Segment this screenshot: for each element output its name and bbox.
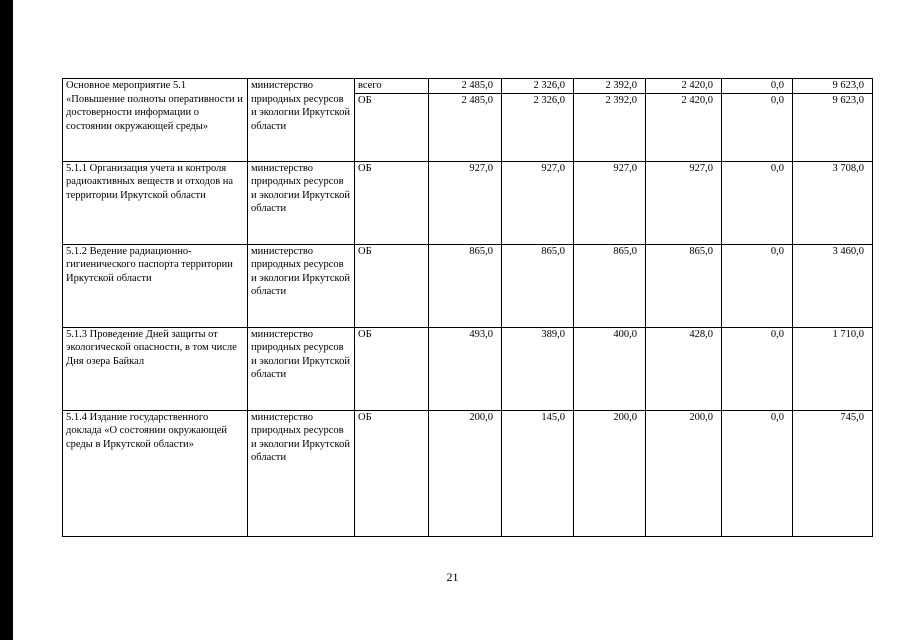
measure-name-cell: Основное мероприятие 5.1 «Повышение полноты оперативности и достоверности информации о состоянии окружающей среды» xyxy=(63,79,248,162)
source-cell: ОБ xyxy=(355,93,429,161)
value-cell: 2 420,0 xyxy=(646,93,722,161)
value-cell: 2 326,0 xyxy=(502,93,574,161)
program-table xyxy=(62,78,873,537)
value-cell: 865,0 xyxy=(574,244,646,327)
executor-cell: министерство природных ресурсов и экологии Иркутской области xyxy=(248,410,355,536)
value-cell: 428,0 xyxy=(646,327,722,410)
value-cell: 145,0 xyxy=(502,410,574,536)
table-row xyxy=(63,244,873,327)
executor-cell: министерство природных ресурсов и экологии Иркутской области xyxy=(248,161,355,244)
value-cell: 2 420,0 xyxy=(646,79,722,94)
value-cell: 865,0 xyxy=(429,244,502,327)
total-cell: 745,0 xyxy=(793,410,873,536)
source-cell: всего xyxy=(355,79,429,94)
measure-name-cell: 5.1.2 Ведение радиационно-гигиенического паспорта территории Иркутской области xyxy=(63,244,248,327)
value-cell: 389,0 xyxy=(502,327,574,410)
value-cell: 865,0 xyxy=(502,244,574,327)
table-row xyxy=(63,161,873,244)
measure-name-cell: 5.1.3 Проведение Дней защиты от экологической опасности, в том числе Дня озера Байкал xyxy=(63,327,248,410)
value-cell: 2 485,0 xyxy=(429,79,502,94)
value-cell: 2 392,0 xyxy=(574,79,646,94)
value-cell: 200,0 xyxy=(429,410,502,536)
value-cell: 400,0 xyxy=(574,327,646,410)
measure-name-cell: 5.1.1 Организация учета и контроля радиоактивных веществ и отходов на территории Иркутской области xyxy=(63,161,248,244)
total-cell: 1 710,0 xyxy=(793,327,873,410)
source-cell: ОБ xyxy=(355,327,429,410)
total-cell: 3 708,0 xyxy=(793,161,873,244)
value-cell: 927,0 xyxy=(429,161,502,244)
total-cell: 3 460,0 xyxy=(793,244,873,327)
page-number: 21 xyxy=(446,570,459,584)
value-cell: 2 326,0 xyxy=(502,79,574,94)
executor-cell: министерство природных ресурсов и экологии Иркутской области xyxy=(248,244,355,327)
value-cell: 0,0 xyxy=(722,327,793,410)
total-cell: 9 623,0 xyxy=(793,79,873,94)
measure-name-cell: 5.1.4 Издание государственного доклада «О состоянии окружающей среды в Иркутской области» xyxy=(63,410,248,536)
value-cell: 927,0 xyxy=(502,161,574,244)
value-cell: 0,0 xyxy=(722,93,793,161)
value-cell: 200,0 xyxy=(574,410,646,536)
source-cell: ОБ xyxy=(355,244,429,327)
value-cell: 927,0 xyxy=(574,161,646,244)
value-cell: 0,0 xyxy=(722,79,793,94)
value-cell: 0,0 xyxy=(722,161,793,244)
value-cell: 927,0 xyxy=(646,161,722,244)
value-cell: 2 485,0 xyxy=(429,93,502,161)
value-cell: 200,0 xyxy=(646,410,722,536)
value-cell: 0,0 xyxy=(722,244,793,327)
value-cell: 2 392,0 xyxy=(574,93,646,161)
table-row xyxy=(63,410,873,536)
source-cell: ОБ xyxy=(355,410,429,536)
table-row xyxy=(63,79,873,94)
source-cell: ОБ xyxy=(355,161,429,244)
table-row xyxy=(63,327,873,410)
executor-cell: министерство природных ресурсов и экологии Иркутской области xyxy=(248,327,355,410)
value-cell: 865,0 xyxy=(646,244,722,327)
scan-edge-bar xyxy=(0,0,13,640)
executor-cell: министерство природных ресурсов и экологии Иркутской области xyxy=(248,79,355,162)
total-cell: 9 623,0 xyxy=(793,93,873,161)
value-cell: 493,0 xyxy=(429,327,502,410)
value-cell: 0,0 xyxy=(722,410,793,536)
